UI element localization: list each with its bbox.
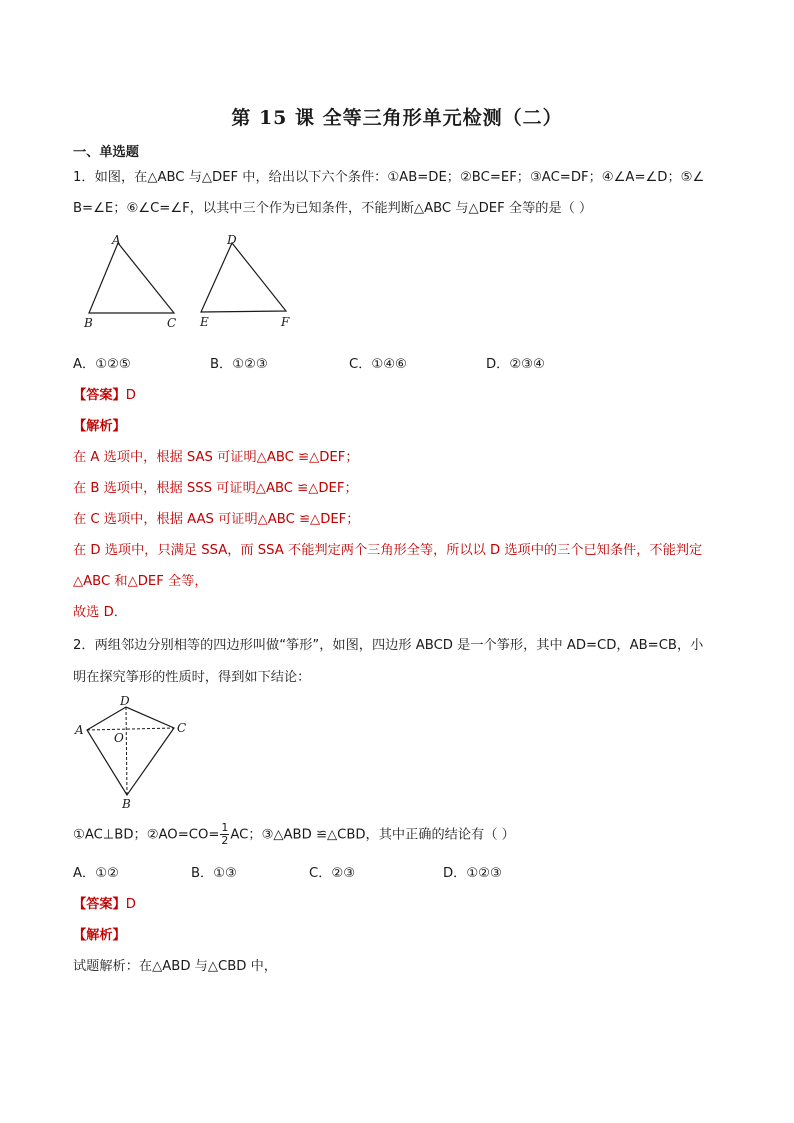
vertex-label-b: B	[84, 316, 93, 330]
q1-analysis-line-3: 在 C 选项中，根据 AAS 可证明△ABC ≌△DEF；	[73, 512, 360, 527]
q2-answer-line	[73, 893, 136, 912]
vertex-label-e: E	[200, 315, 209, 329]
kite-outline	[87, 707, 174, 795]
vertex-label-f: F	[281, 315, 290, 329]
q2-conditions-part-1: ①AC⊥BD；②AO=CO=	[73, 827, 220, 843]
kite-figure	[70, 692, 200, 812]
q2-conditions-part-2: AC；③△ABD ≌△CBD，其中正确的结论有（ ）	[230, 827, 515, 843]
q1-option-a: A．①②⑤	[73, 357, 131, 372]
q1-answer-label: 【答案】	[73, 388, 126, 403]
q1-answer-value: D	[125, 388, 136, 403]
section-heading: 一、单选题	[73, 145, 139, 160]
triangle-abc	[89, 243, 174, 313]
question-2-line-2: 明在探究筝形的性质时，得到如下结论：	[73, 670, 311, 685]
center-label-o: O	[114, 731, 124, 745]
q1-analysis-line-6: 故选 D．	[73, 605, 127, 620]
q2-option-a: A．①②	[73, 866, 119, 881]
fraction-denominator: 2	[221, 834, 229, 847]
q1-analysis-label: 【解析】	[73, 419, 126, 434]
q1-option-d: D．②③④	[486, 357, 545, 372]
question-1-line-2: B=∠E；⑥∠C=∠F，以其中三个作为已知条件，不能判断△ABC 与△DEF 全等的是（ ）	[73, 201, 593, 216]
question-1-line-1: 1．如图，在△ABC 与△DEF 中，给出以下六个条件：①AB=DE；②BC=EF；③AC=DF；④∠A=∠D；⑤∠	[73, 170, 705, 185]
q1-option-c: C．①④⑥	[349, 357, 407, 372]
question-2-line-1: 2．两组邻边分别相等的四边形叫做“筝形”，如图，四边形 ABCD 是一个筝形，其中 AD=CD，AB=CB，小	[73, 638, 704, 653]
q1-answer-line	[73, 384, 136, 403]
diagonal-bd	[126, 707, 127, 795]
vertex-label-c: C	[177, 721, 187, 735]
vertex-label-a: A	[112, 233, 121, 247]
page-title: 第 15 课 全等三角形单元检测（二）	[231, 107, 563, 129]
vertex-label-c: C	[167, 316, 177, 330]
vertex-label-a: A	[75, 723, 84, 737]
diagonal-ac	[87, 728, 174, 730]
fraction-numerator: 1	[221, 821, 229, 834]
q1-analysis-line-2: 在 B 选项中，根据 SSS 可证明△ABC ≌△DEF；	[73, 481, 358, 496]
triangles-figure	[80, 232, 300, 334]
q2-option-c: C．②③	[309, 866, 356, 881]
q2-option-b: B．①③	[191, 866, 237, 881]
triangle-def	[201, 243, 286, 312]
q2-analysis-label: 【解析】	[73, 928, 126, 943]
q1-analysis-line-1: 在 A 选项中，根据 SAS 可证明△ABC ≌△DEF；	[73, 450, 359, 465]
q1-analysis-line-4: 在 D 选项中，只满足 SSA，而 SSA 不能判定两个三角形全等，所以以 D 选项中的三个已知条件，不能判定	[73, 543, 703, 558]
vertex-label-d: D	[227, 233, 237, 247]
q2-analysis-line-1: 试题解析：在△ABD 与△CBD 中，	[73, 959, 277, 974]
q2-conditions	[73, 822, 515, 847]
vertex-label-d: D	[120, 694, 130, 708]
q1-option-b: B．①②③	[210, 357, 268, 372]
q2-option-d: D．①②③	[443, 866, 502, 881]
q2-answer-label: 【答案】	[73, 897, 126, 912]
one-half-fraction	[220, 822, 229, 847]
q2-answer-value: D	[125, 897, 136, 912]
vertex-label-b: B	[122, 797, 131, 811]
q1-analysis-line-5: △ABC 和△DEF 全等，	[73, 574, 208, 589]
